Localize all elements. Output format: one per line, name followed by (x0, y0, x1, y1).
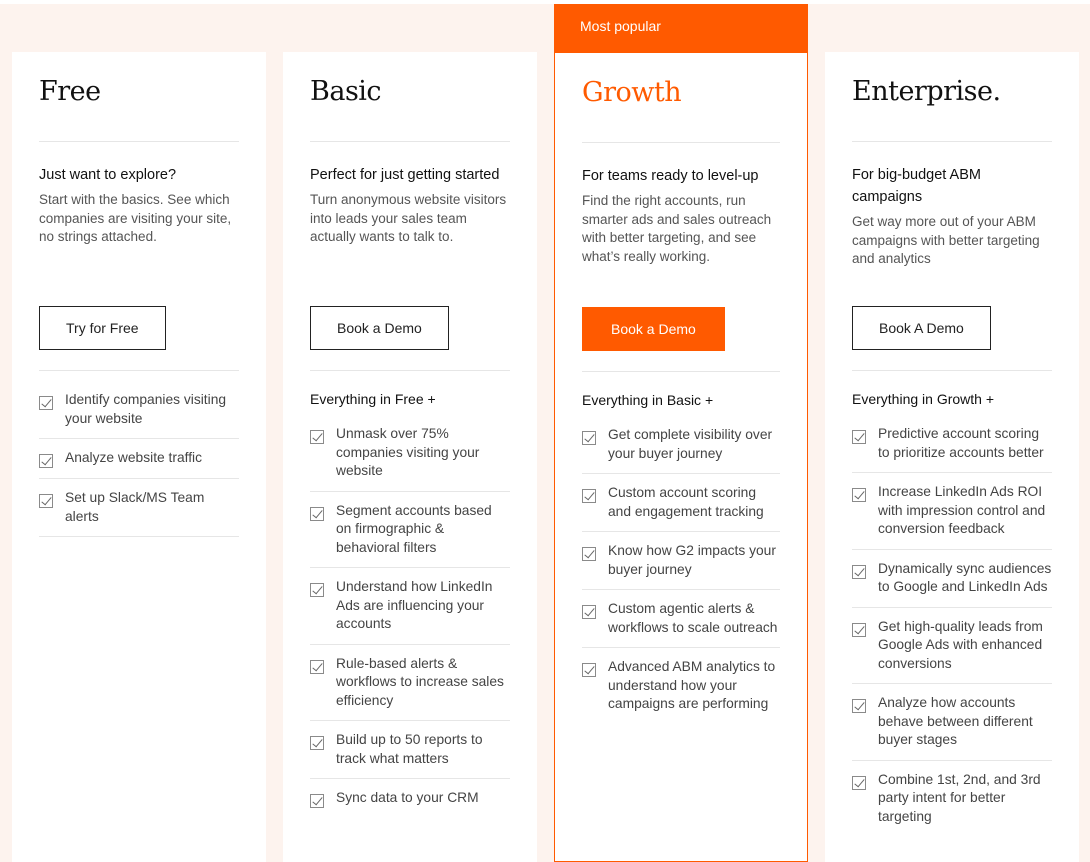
checkbox-check-icon (39, 454, 53, 468)
feature-text: Rule-based alerts & workflows to increase sales efficiency (336, 655, 504, 708)
feature-list (582, 371, 780, 724)
feature-text: Analyze website traffic (65, 450, 203, 465)
feature-item (852, 608, 1052, 685)
checkbox-check-icon (852, 699, 866, 713)
plan-card-free (12, 52, 266, 862)
feature-list (310, 370, 510, 818)
feature-text: Unmask over 75% companies visiting your website (336, 426, 480, 478)
feature-item (852, 684, 1052, 761)
checkbox-check-icon (582, 605, 596, 619)
plan-subhead: For teams ready to level-up (582, 168, 759, 184)
feature-text: Predictive account scoring to prioritize accounts better (878, 426, 1044, 460)
plan-card-growth (554, 4, 808, 862)
feature-item (582, 416, 780, 474)
checkbox-check-icon (852, 623, 866, 637)
feature-item (582, 590, 780, 648)
checkbox-check-icon (39, 396, 53, 410)
feature-text: Dynamically sync audiences to Google and LinkedIn Ads (878, 560, 1052, 594)
feature-text: Get high-quality leads from Google Ads with enhanced conversions (878, 618, 1043, 671)
feature-item (852, 415, 1052, 473)
feature-list (39, 370, 239, 537)
checkbox-check-icon (310, 660, 324, 674)
checkbox-check-icon (582, 547, 596, 561)
feature-text: Segment accounts based on firmographic & behavioral filters (336, 502, 492, 555)
plan-subhead: Just want to explore? (39, 167, 177, 183)
feature-text: Custom agentic alerts & workflows to scale outreach (608, 601, 778, 635)
feature-item (582, 474, 780, 532)
feature-item (310, 721, 510, 779)
feature-text: Custom account scoring and engagement tracking (608, 485, 764, 519)
everything-in-label: Everything in Free + (310, 391, 436, 407)
feature-text: Combine 1st, 2nd, and 3rd party intent for better targeting (878, 771, 1041, 824)
feature-text: Identify companies visiting your website (65, 392, 227, 426)
feature-item (310, 415, 510, 492)
plan-title: Free (39, 52, 239, 142)
try-for-free-button[interactable]: Try for Free (39, 306, 166, 350)
feature-text: Increase LinkedIn Ads ROI with impression control and conversion feedback (878, 484, 1046, 536)
book-a-demo-button[interactable]: Book a Demo (310, 306, 449, 350)
feature-item (39, 371, 239, 439)
checkbox-check-icon (310, 430, 324, 444)
everything-in-label: Everything in Basic + (582, 392, 714, 408)
feature-item (310, 645, 510, 722)
feature-text: Build up to 50 reports to track what matters (336, 732, 483, 766)
feature-item (310, 779, 510, 818)
checkbox-check-icon (310, 507, 324, 521)
plan-description: Turn anonymous website visitors into leads your sales team actually wants to talk to. (310, 192, 507, 244)
checkbox-check-icon (310, 736, 324, 750)
checkbox-check-icon (310, 583, 324, 597)
checkbox-check-icon (582, 663, 596, 677)
feature-item (582, 648, 780, 724)
feature-text: Analyze how accounts behave between different buyer stages (878, 695, 1033, 747)
most-popular-badge: Most popular (554, 5, 808, 53)
checkbox-check-icon (582, 489, 596, 503)
plan-title: Enterprise. (852, 52, 1052, 142)
checkbox-check-icon (852, 776, 866, 790)
feature-list (852, 370, 1052, 836)
plan-card-basic (283, 52, 537, 862)
feature-item (852, 473, 1052, 550)
plan-card-enterprise (825, 52, 1079, 862)
plan-title: Growth (582, 53, 780, 143)
plan-description: Get way more out of your ABM campaigns with better targeting and analytics (852, 214, 1040, 266)
feature-text: Advanced ABM analytics to understand how your campaigns are performing (608, 659, 776, 711)
book-a-demo-button[interactable]: Book a Demo (582, 307, 725, 351)
plan-title: Basic (310, 52, 510, 142)
feature-text: Sync data to your CRM (336, 790, 479, 805)
feature-text: Set up Slack/MS Team alerts (65, 490, 205, 524)
feature-item (582, 532, 780, 590)
plan-subhead: For big-budget ABM campaigns (852, 167, 981, 205)
feature-item (39, 479, 239, 537)
feature-text: Understand how LinkedIn Ads are influencing your accounts (336, 579, 493, 631)
page-top-strip (0, 0, 1090, 4)
plan-subhead: Perfect for just getting started (310, 167, 500, 183)
plan-description: Find the right accounts, run smarter ads and sales outreach with better targeting, and see what’s really working. (582, 193, 772, 264)
everything-in-label: Everything in Growth + (852, 391, 995, 407)
plan-description: Start with the basics. See which companies are visiting your site, no strings attached. (39, 192, 232, 244)
checkbox-check-icon (39, 494, 53, 508)
feature-item (852, 761, 1052, 837)
feature-text: Know how G2 impacts your buyer journey (608, 543, 776, 577)
book-a-demo-button[interactable]: Book A Demo (852, 306, 991, 350)
feature-item (310, 568, 510, 645)
checkbox-check-icon (310, 794, 324, 808)
feature-item (852, 550, 1052, 608)
checkbox-check-icon (852, 430, 866, 444)
feature-text: Get complete visibility over your buyer journey (608, 427, 773, 461)
feature-item (310, 492, 510, 569)
checkbox-check-icon (852, 565, 866, 579)
feature-item (39, 439, 239, 479)
checkbox-check-icon (582, 431, 596, 445)
checkbox-check-icon (852, 488, 866, 502)
